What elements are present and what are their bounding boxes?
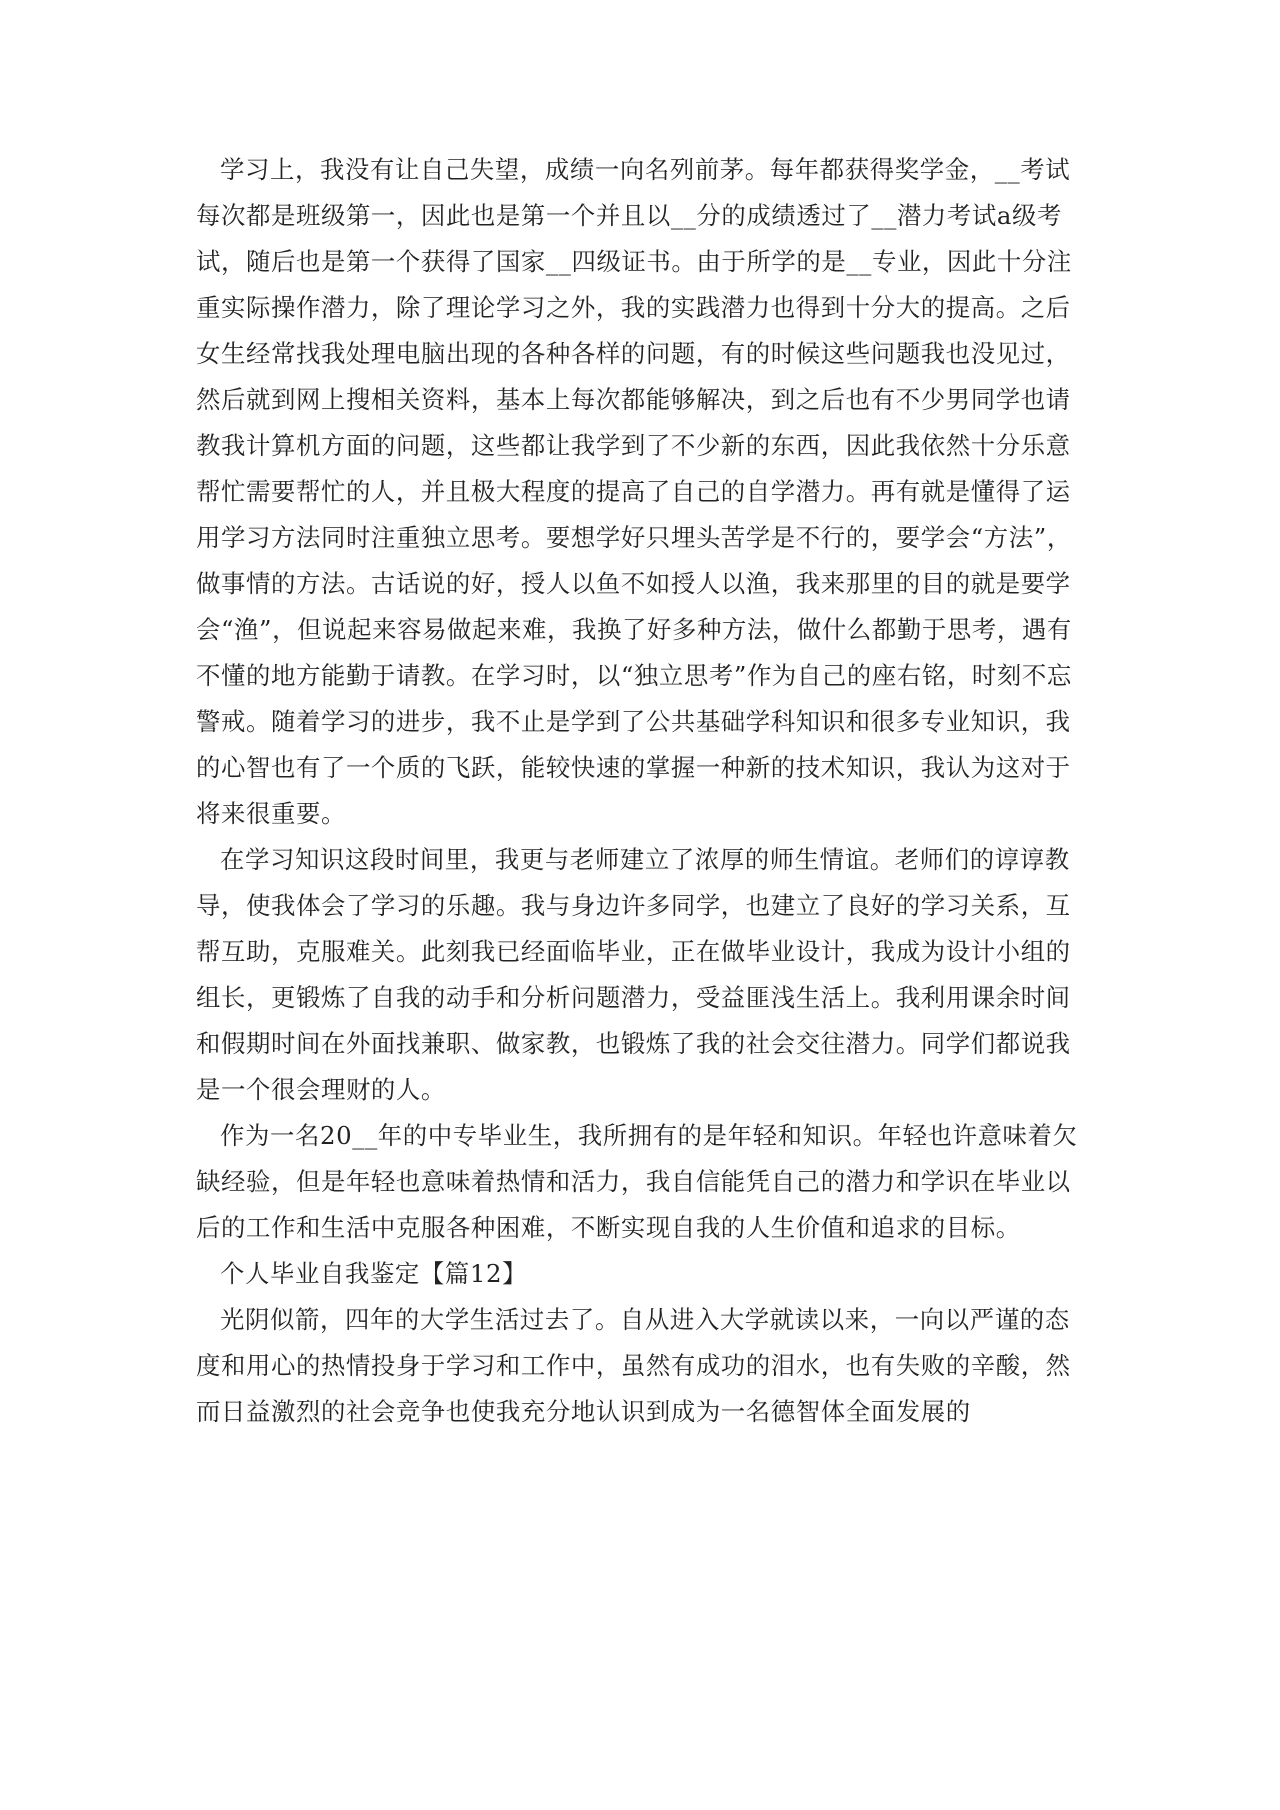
paragraph-teachers: 在学习知识这段时间里，我更与老师建立了浓厚的师生情谊。老师们的谆谆教导，使我体会了学习的乐趣。我与身边许多同学，也建立了良好的学习关系，互帮互助，克服难关。此刻我已经面临毕业，正在做毕业设计，我成为设计小组的组长，更锻炼了自我的动手和分析问题潜力，受益匪浅生活上。我利用课余时间和假期时间在外面找兼职、做家教，也锻炼了我的社会交往潜力。同学们都说我是一个很会理财的人。 (196, 845, 1071, 1104)
section-heading: 个人毕业自我鉴定【篇12】 (220, 1259, 528, 1288)
paragraph-study: 学习上，我没有让自己失望，成绩一向名列前茅。每年都获得奖学金，__考试每次都是班级第一，因此也是第一个并且以__分的成绩透过了__潜力考试a级考试，随后也是第一个获得了国家__四级证书。由于所学的是__专业，因此十分注重实际操作潜力，除了理论学习之外，我的实践潜力也得到十分大的提高。之后女生经常找我处理电脑出现的各种各样的问题，有的时候这些问题我也没见过，然后就到网上搜相关资料，基本上每次都能够解决，到之后也有不少男同学也请教我计算机方面的问题，这些都让我学到了不少新的东西，因此我依然十分乐意帮忙需要帮忙的人，并且极大程度的提高了自己的自学潜力。再有就是懂得了运用学习方法同时注重独立思考。要想学好只埋头苦学是不行的，要学会“方法”，做事情的方法。古话说的好，授人以鱼不如授人以渔，我来那里的目的就是要学会“渔”，但说起来容易做起来难，我换了好多种方法，做什么都勤于思考，遇有不懂的地方能勤于请教。在学习时，以“独立思考”作为自己的座右铭，时刻不忘警戒。随着学习的进步，我不止是学到了公共基础学科知识和很多专业知识，我的心智也有了一个质的飞跃，能较快速的掌握一种新的技术知识，我认为这对于将来很重要。 (196, 155, 1072, 828)
paragraph-closing: 光阴似箭，四年的大学生活过去了。自从进入大学就读以来，一向以严谨的态度和用心的热情投身于学习和工作中，虽然有成功的泪水，也有失败的辛酸，然而日益激烈的社会竞争也使我充分地认识到成为一名德智体全面发展的 (196, 1305, 1071, 1426)
document-body (196, 147, 1084, 1435)
paragraph-graduate: 作为一名20__年的中专毕业生，我所拥有的是年轻和知识。年轻也许意味着欠缺经验，但是年轻也意味着热情和活力，我自信能凭自己的潜力和学识在毕业以后的工作和生活中克服各种困难，不断实现自我的人生价值和追求的目标。 (196, 1121, 1078, 1242)
